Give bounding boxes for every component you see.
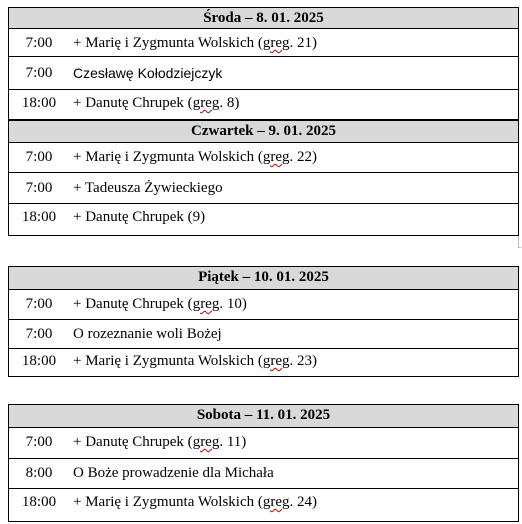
mass-time: 18:00 xyxy=(21,494,57,510)
mass-time: 7:00 xyxy=(25,65,53,81)
mass-time: 7:00 xyxy=(25,149,53,165)
spellcheck-word: greg xyxy=(192,296,220,312)
mass-row xyxy=(9,320,518,349)
mass-intention: + Danutę Chrupek (9) xyxy=(73,209,206,225)
mass-time: 7:00 xyxy=(25,326,53,342)
mass-intention: O rozeznanie woli Bożej xyxy=(73,326,222,342)
mass-row xyxy=(9,143,518,173)
spellcheck-word: greg xyxy=(262,494,290,510)
mass-time: 7:00 xyxy=(25,35,53,51)
mass-intention: + Danutę Chrupek (greg. 10) xyxy=(73,296,247,312)
mass-intention: + Tadeusza Żywieckiego xyxy=(73,180,223,196)
mass-intention: Czesławę Kołodziejczyk xyxy=(73,65,223,81)
mass-intention: + Marię i Zygmunta Wolskich (greg. 24) xyxy=(73,494,318,510)
mass-intention: + Marię i Zygmunta Wolskich (greg. 21) xyxy=(73,35,318,51)
mass-row xyxy=(9,489,518,521)
spellcheck-word: greg xyxy=(192,434,220,450)
mass-time: 7:00 xyxy=(25,434,53,450)
mass-time: 7:00 xyxy=(25,180,53,196)
schedule-table-wed-thu xyxy=(8,7,519,236)
schedule-table-sat xyxy=(8,404,519,522)
mass-row xyxy=(9,90,518,120)
schedule-table-fri xyxy=(8,266,519,377)
spellcheck-word: greg xyxy=(262,35,290,51)
mass-time: 18:00 xyxy=(21,209,57,225)
mass-intention: O Boże prowadzenie dla Michała xyxy=(73,465,274,481)
paragraph-marker xyxy=(518,236,521,248)
day-header-saturday: Sobota – 11. 01. 2025 xyxy=(9,405,518,428)
day-header-wednesday: Środa – 8. 01. 2025 xyxy=(9,8,518,29)
mass-time: 7:00 xyxy=(25,296,53,312)
mass-intention: + Danutę Chrupek (greg. 11) xyxy=(73,434,247,450)
spellcheck-word: greg xyxy=(262,149,290,165)
mass-row xyxy=(9,57,518,90)
mass-time: 18:00 xyxy=(21,353,57,369)
mass-row xyxy=(9,29,518,57)
mass-row xyxy=(9,290,518,320)
mass-row xyxy=(9,459,518,489)
mass-time: 8:00 xyxy=(25,465,53,481)
mass-row xyxy=(9,204,518,235)
mass-row xyxy=(9,428,518,459)
spellcheck-word: greg xyxy=(192,95,220,111)
mass-row xyxy=(9,173,518,204)
mass-time: 18:00 xyxy=(21,95,57,111)
mass-row xyxy=(9,349,518,376)
day-header-friday: Piątek – 10. 01. 2025 xyxy=(9,267,518,290)
mass-intention: + Marię i Zygmunta Wolskich (greg. 22) xyxy=(73,149,318,165)
spellcheck-word: greg xyxy=(262,353,290,369)
mass-intention: + Marię i Zygmunta Wolskich (greg. 23) xyxy=(73,353,318,369)
mass-intention: + Danutę Chrupek (greg. 8) xyxy=(73,95,240,111)
day-header-thursday: Czwartek – 9. 01. 2025 xyxy=(9,120,518,143)
